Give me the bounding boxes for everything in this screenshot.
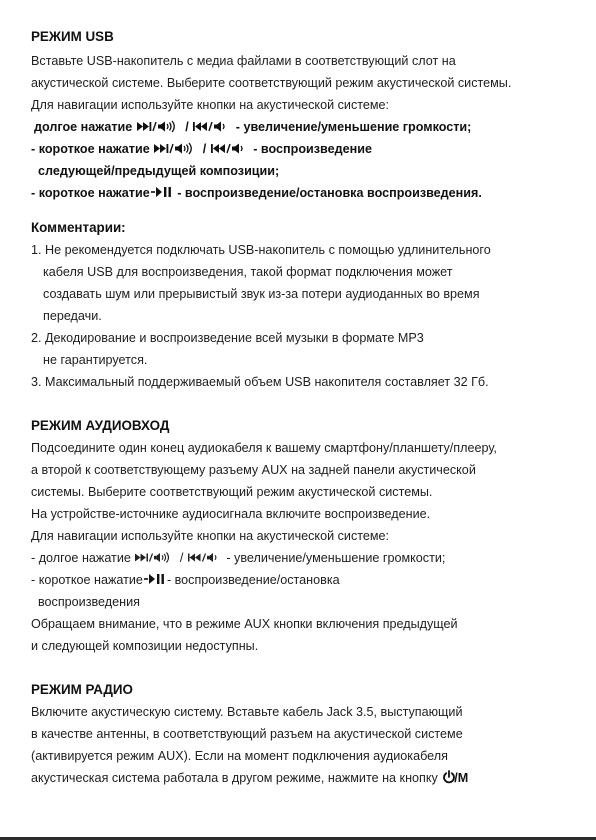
usb-intro-line-2: акустической системе. Выберите соответствующий режим акустической системы. bbox=[31, 76, 512, 90]
radio-line-4-text: акустическая система работала в другом режиме, нажмите на кнопку bbox=[31, 771, 438, 785]
radio-line-4 bbox=[31, 770, 468, 786]
prev-volume-down-icon bbox=[188, 551, 222, 564]
usb-long-press-desc: - увеличение/уменьшение громкости; bbox=[235, 120, 472, 134]
usb-short-press-label: - короткое нажатие bbox=[31, 142, 150, 156]
comment-3-line-1: 3. Максимальный поддерживаемый объем USB накопителя составляет 32 Гб. bbox=[31, 375, 489, 389]
radio-line-3: (активируется режим AUX). Если на момент подключения аудиокабеля bbox=[31, 749, 448, 763]
aux-short-press-desc-2: воспроизведения bbox=[38, 595, 140, 609]
usb-play-press-line bbox=[31, 185, 482, 201]
aux-long-press-line bbox=[31, 550, 445, 566]
aux-long-press-label: - долгое нажатие bbox=[31, 551, 131, 565]
comment-1-line-1: 1. Не рекомендуется подключать USB-накопитель с помощью удлинительного bbox=[31, 243, 491, 257]
comment-2-line-1: 2. Декодирование и воспроизведение всей музыки в формате MP3 bbox=[31, 331, 424, 345]
aux-short-press-line bbox=[31, 572, 340, 588]
aux-short-press-desc: - воспроизведение/остановка bbox=[166, 573, 340, 587]
usb-intro-line-1: Вставьте USB-накопитель с медиа файлами в соответствующий слот на bbox=[31, 54, 456, 68]
aux-long-press-desc: - увеличение/уменьшение громкости; bbox=[226, 551, 446, 565]
aux-line-3: системы. Выберите соответствующий режим акустической системы. bbox=[31, 485, 433, 499]
usb-play-press-desc: - воспроизведение/остановка воспроизведения. bbox=[177, 186, 482, 200]
aux-line-4: На устройстве-источнике аудиосигнала включите воспроизведение. bbox=[31, 507, 431, 521]
usb-short-press-desc: - воспроизведение bbox=[253, 142, 372, 156]
radio-line-2: в качестве антенны, в соответствующий разъем на акустической системе bbox=[31, 727, 463, 741]
mode-button-label: /M bbox=[454, 771, 469, 785]
aux-line-5: Для навигации используйте кнопки на акустической системе: bbox=[31, 529, 390, 543]
aux-heading: РЕЖИМ АУДИОВХОД bbox=[31, 418, 170, 433]
comment-1-line-3: создавать шум или прерывистый звук из-за потери аудиоданных во время bbox=[43, 287, 480, 301]
usb-short-press-sep: / bbox=[202, 142, 207, 156]
comment-1-line-4: передачи. bbox=[43, 309, 102, 323]
aux-note-line-2: и следующей композиции недоступны. bbox=[31, 639, 259, 653]
aux-note-line-1: Обращаем внимание, что в режиме AUX кнопки включения предыдущей bbox=[31, 617, 458, 631]
radio-line-1: Включите акустическую систему. Вставьте кабель Jack 3.5, выступающий bbox=[31, 705, 463, 719]
next-volume-up-icon bbox=[154, 142, 198, 155]
comment-2-line-2: не гарантируется. bbox=[43, 353, 148, 367]
next-volume-up-icon bbox=[135, 551, 175, 564]
aux-line-1: Подсоедините один конец аудиокабеля к вашему смартфону/планшету/плееру, bbox=[31, 441, 497, 455]
aux-line-2: а второй к соответствующему разъему AUX на задней панели акустической bbox=[31, 463, 476, 477]
aux-long-press-sep: / bbox=[179, 551, 184, 565]
usb-long-press-line bbox=[34, 119, 471, 135]
play-pause-icon bbox=[144, 572, 166, 586]
usb-long-press-sep: / bbox=[185, 120, 189, 134]
play-pause-icon bbox=[151, 185, 173, 199]
comments-heading: Комментарии: bbox=[31, 220, 126, 235]
usb-long-press-label: долгое нажатие bbox=[34, 120, 133, 134]
usb-play-press-label: - короткое нажатие bbox=[31, 186, 150, 200]
usb-short-press-desc-2: следующей/предыдущей композиции; bbox=[38, 164, 280, 178]
usb-heading: РЕЖИМ USB bbox=[31, 29, 114, 44]
comment-1-line-2: кабеля USB для воспроизведения, такой формат подключения может bbox=[43, 265, 453, 279]
usb-short-press-line bbox=[31, 141, 372, 157]
aux-short-press-label: - короткое нажатие bbox=[31, 573, 143, 587]
prev-volume-down-icon bbox=[211, 142, 249, 155]
prev-volume-down-icon bbox=[193, 120, 231, 133]
next-volume-up-icon bbox=[137, 120, 181, 133]
radio-heading: РЕЖИМ РАДИО bbox=[31, 682, 133, 697]
usb-intro-line-3: Для навигации используйте кнопки на акустической системе: bbox=[31, 98, 390, 112]
